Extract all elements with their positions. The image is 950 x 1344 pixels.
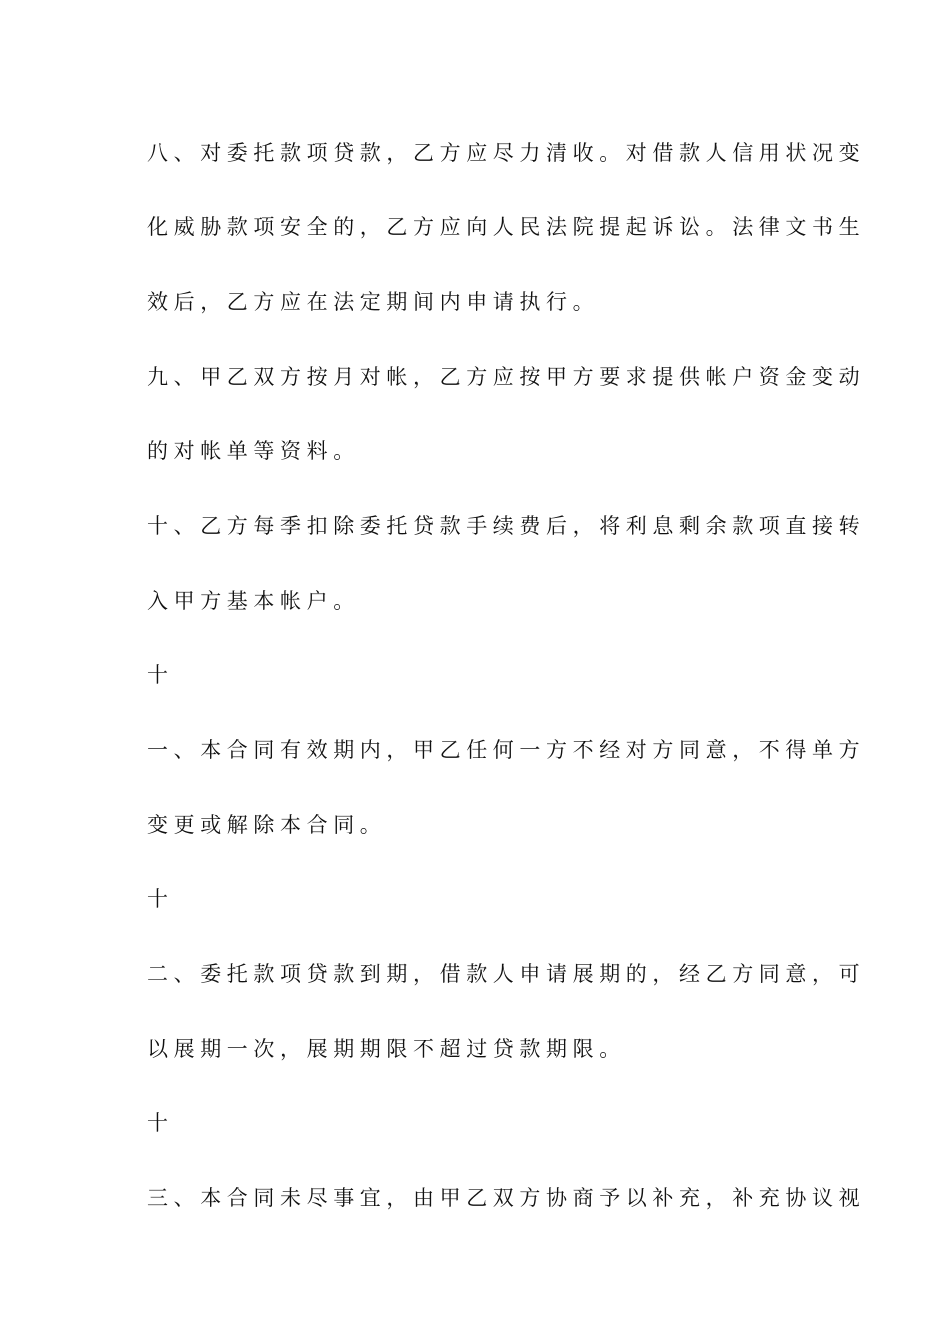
text-line: 二、委托款项贷款到期，借款人申请展期的，经乙方同意，可 (147, 962, 866, 986)
text-line: 化威胁款项安全的，乙方应向人民法院提起诉讼。法律文书生 (147, 215, 866, 239)
text-line: 变更或解除本合同。 (147, 813, 387, 837)
text-line: 效后，乙方应在法定期间内申请执行。 (147, 290, 600, 314)
text-line: 十 (147, 663, 174, 687)
text-line: 一、本合同有效期内，甲乙任何一方不经对方同意，不得单方 (147, 738, 866, 762)
text-line: 十、乙方每季扣除委托贷款手续费后，将利息剩余款项直接转 (147, 514, 866, 538)
text-line: 八、对委托款项贷款，乙方应尽力清收。对借款人信用状况变 (147, 141, 866, 165)
text-line: 十 (147, 1111, 174, 1135)
text-line: 十 (147, 887, 174, 911)
text-line: 的对帐单等资料。 (147, 439, 360, 463)
text-line: 九、甲乙双方按月对帐，乙方应按甲方要求提供帐户资金变动 (147, 365, 866, 389)
text-line: 入甲方基本帐户。 (147, 589, 360, 613)
text-line: 三、本合同未尽事宜，由甲乙双方协商予以补充，补充协议视 (147, 1186, 866, 1210)
text-line: 以展期一次，展期期限不超过贷款期限。 (147, 1037, 626, 1061)
